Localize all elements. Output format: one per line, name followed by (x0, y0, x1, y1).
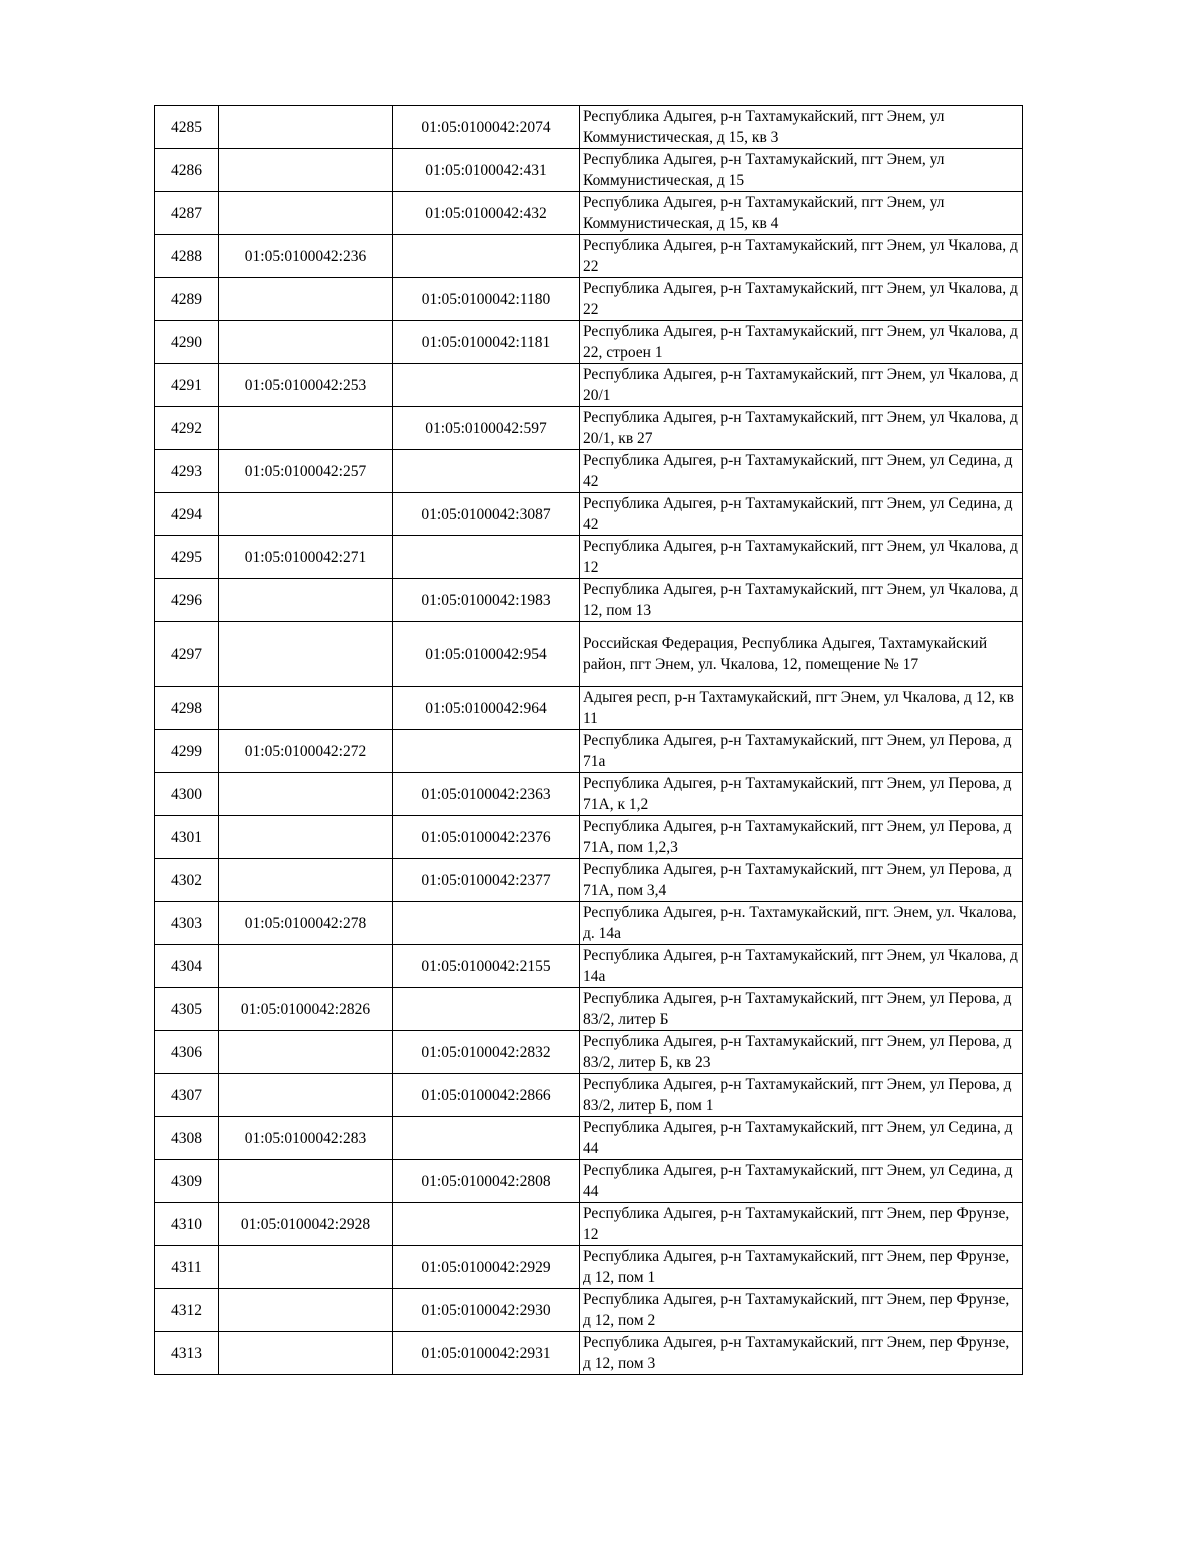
child-cadastral-number-cell: 01:05:0100042:2931 (393, 1332, 580, 1375)
parent-cadastral-number-cell (219, 321, 393, 364)
parent-cadastral-number-cell: 01:05:0100042:272 (219, 730, 393, 773)
parent-cadastral-number-cell (219, 859, 393, 902)
table-row (155, 1203, 1023, 1246)
address-cell: Республика Адыгея, р-н Тахтамукайский, пгт Энем, ул Чкалова, д 12, пом 13 (580, 579, 1023, 622)
child-cadastral-number-cell: 01:05:0100042:597 (393, 407, 580, 450)
row-number-cell: 4285 (155, 106, 219, 149)
table-row (155, 278, 1023, 321)
cadastral-table (154, 105, 1023, 1375)
parent-cadastral-number-cell (219, 816, 393, 859)
child-cadastral-number-cell: 01:05:0100042:1180 (393, 278, 580, 321)
parent-cadastral-number-cell (219, 278, 393, 321)
address-cell: Республика Адыгея, р-н Тахтамукайский, пгт Энем, ул Коммунистическая, д 15, кв 3 (580, 106, 1023, 149)
address-cell: Российская Федерация, Республика Адыгея, Тахтамукайский район, пгт Энем, ул. Чкалова, 12, помещение № 17 (580, 622, 1023, 687)
table-row (155, 106, 1023, 149)
address-cell: Республика Адыгея, р-н Тахтамукайский, пгт Энем, ул Чкалова, д 20/1 (580, 364, 1023, 407)
table-row (155, 988, 1023, 1031)
address-cell: Республика Адыгея, р-н Тахтамукайский, пгт Энем, пер Фрунзе, д 12, пом 1 (580, 1246, 1023, 1289)
child-cadastral-number-cell: 01:05:0100042:2930 (393, 1289, 580, 1332)
parent-cadastral-number-cell (219, 1332, 393, 1375)
row-number-cell: 4300 (155, 773, 219, 816)
parent-cadastral-number-cell: 01:05:0100042:257 (219, 450, 393, 493)
row-number-cell: 4294 (155, 493, 219, 536)
child-cadastral-number-cell: 01:05:0100042:2363 (393, 773, 580, 816)
address-cell: Республика Адыгея, р-н Тахтамукайский, пгт Энем, ул Чкалова, д 14а (580, 945, 1023, 988)
table-row (155, 536, 1023, 579)
child-cadastral-number-cell: 01:05:0100042:2929 (393, 1246, 580, 1289)
child-cadastral-number-cell: 01:05:0100042:954 (393, 622, 580, 687)
table-row (155, 622, 1023, 687)
parent-cadastral-number-cell: 01:05:0100042:2928 (219, 1203, 393, 1246)
parent-cadastral-number-cell: 01:05:0100042:2826 (219, 988, 393, 1031)
child-cadastral-number-cell (393, 364, 580, 407)
table-row (155, 902, 1023, 945)
row-number-cell: 4304 (155, 945, 219, 988)
table-row (155, 816, 1023, 859)
parent-cadastral-number-cell (219, 149, 393, 192)
child-cadastral-number-cell: 01:05:0100042:2808 (393, 1160, 580, 1203)
parent-cadastral-number-cell: 01:05:0100042:283 (219, 1117, 393, 1160)
address-cell: Республика Адыгея, р-н Тахтамукайский, пгт Энем, пер Фрунзе, д 12, пом 3 (580, 1332, 1023, 1375)
address-cell: Республика Адыгея, р-н Тахтамукайский, пгт Энем, ул Седина, д 42 (580, 450, 1023, 493)
address-cell: Республика Адыгея, р-н Тахтамукайский, пгт Энем, ул Чкалова, д 22 (580, 235, 1023, 278)
table-row (155, 1289, 1023, 1332)
child-cadastral-number-cell (393, 1203, 580, 1246)
table-row (155, 1117, 1023, 1160)
child-cadastral-number-cell: 01:05:0100042:2832 (393, 1031, 580, 1074)
table-row (155, 493, 1023, 536)
row-number-cell: 4303 (155, 902, 219, 945)
table-row (155, 321, 1023, 364)
row-number-cell: 4307 (155, 1074, 219, 1117)
parent-cadastral-number-cell (219, 579, 393, 622)
child-cadastral-number-cell (393, 730, 580, 773)
parent-cadastral-number-cell (219, 407, 393, 450)
table-row (155, 364, 1023, 407)
parent-cadastral-number-cell (219, 945, 393, 988)
child-cadastral-number-cell: 01:05:0100042:2866 (393, 1074, 580, 1117)
child-cadastral-number-cell (393, 1117, 580, 1160)
address-cell: Республика Адыгея, р-н Тахтамукайский, пгт Энем, ул Перова, д 71А, пом 1,2,3 (580, 816, 1023, 859)
child-cadastral-number-cell: 01:05:0100042:431 (393, 149, 580, 192)
table-row (155, 1031, 1023, 1074)
row-number-cell: 4290 (155, 321, 219, 364)
parent-cadastral-number-cell (219, 687, 393, 730)
address-cell: Республика Адыгея, р-н Тахтамукайский, пгт Энем, ул Перова, д 83/2, литер Б, пом 1 (580, 1074, 1023, 1117)
table-row (155, 192, 1023, 235)
row-number-cell: 4293 (155, 450, 219, 493)
table-row (155, 859, 1023, 902)
row-number-cell: 4289 (155, 278, 219, 321)
child-cadastral-number-cell (393, 988, 580, 1031)
child-cadastral-number-cell: 01:05:0100042:2155 (393, 945, 580, 988)
address-cell: Республика Адыгея, р-н Тахтамукайский, пгт Энем, ул Чкалова, д 20/1, кв 27 (580, 407, 1023, 450)
row-number-cell: 4299 (155, 730, 219, 773)
row-number-cell: 4302 (155, 859, 219, 902)
row-number-cell: 4301 (155, 816, 219, 859)
row-number-cell: 4287 (155, 192, 219, 235)
parent-cadastral-number-cell (219, 1289, 393, 1332)
address-cell: Республика Адыгея, р-н Тахтамукайский, пгт Энем, пер Фрунзе, д 12, пом 2 (580, 1289, 1023, 1332)
parent-cadastral-number-cell (219, 1246, 393, 1289)
row-number-cell: 4306 (155, 1031, 219, 1074)
address-cell: Республика Адыгея, р-н Тахтамукайский, пгт Энем, ул Коммунистическая, д 15 (580, 149, 1023, 192)
row-number-cell: 4298 (155, 687, 219, 730)
row-number-cell: 4305 (155, 988, 219, 1031)
parent-cadastral-number-cell (219, 1160, 393, 1203)
child-cadastral-number-cell (393, 450, 580, 493)
address-cell: Республика Адыгея, р-н Тахтамукайский, пгт Энем, ул Перова, д 83/2, литер Б (580, 988, 1023, 1031)
table-row (155, 687, 1023, 730)
row-number-cell: 4291 (155, 364, 219, 407)
parent-cadastral-number-cell (219, 106, 393, 149)
child-cadastral-number-cell (393, 235, 580, 278)
row-number-cell: 4310 (155, 1203, 219, 1246)
address-cell: Республика Адыгея, р-н Тахтамукайский, пгт Энем, ул Перова, д 71А, к 1,2 (580, 773, 1023, 816)
address-cell: Республика Адыгея, р-н Тахтамукайский, пгт Энем, ул Чкалова, д 22, строен 1 (580, 321, 1023, 364)
child-cadastral-number-cell (393, 902, 580, 945)
address-cell: Республика Адыгея, р-н. Тахтамукайский, пгт. Энем, ул. Чкалова, д. 14а (580, 902, 1023, 945)
address-cell: Республика Адыгея, р-н Тахтамукайский, пгт Энем, ул Перова, д 71а (580, 730, 1023, 773)
child-cadastral-number-cell (393, 536, 580, 579)
address-cell: Республика Адыгея, р-н Тахтамукайский, пгт Энем, ул Чкалова, д 12 (580, 536, 1023, 579)
child-cadastral-number-cell: 01:05:0100042:3087 (393, 493, 580, 536)
parent-cadastral-number-cell (219, 622, 393, 687)
parent-cadastral-number-cell (219, 192, 393, 235)
address-cell: Республика Адыгея, р-н Тахтамукайский, пгт Энем, ул Седина, д 44 (580, 1160, 1023, 1203)
table-row (155, 1332, 1023, 1375)
table-row (155, 450, 1023, 493)
row-number-cell: 4295 (155, 536, 219, 579)
table-row (155, 579, 1023, 622)
table-row (155, 1246, 1023, 1289)
parent-cadastral-number-cell (219, 493, 393, 536)
parent-cadastral-number-cell: 01:05:0100042:278 (219, 902, 393, 945)
child-cadastral-number-cell: 01:05:0100042:2074 (393, 106, 580, 149)
table-row (155, 149, 1023, 192)
parent-cadastral-number-cell: 01:05:0100042:253 (219, 364, 393, 407)
table-row (155, 730, 1023, 773)
child-cadastral-number-cell: 01:05:0100042:1983 (393, 579, 580, 622)
row-number-cell: 4308 (155, 1117, 219, 1160)
address-cell: Республика Адыгея, р-н Тахтамукайский, пгт Энем, ул Седина, д 42 (580, 493, 1023, 536)
row-number-cell: 4309 (155, 1160, 219, 1203)
table-row (155, 1074, 1023, 1117)
row-number-cell: 4296 (155, 579, 219, 622)
table-body (155, 106, 1023, 1375)
address-cell: Республика Адыгея, р-н Тахтамукайский, пгт Энем, ул Седина, д 44 (580, 1117, 1023, 1160)
address-cell: Республика Адыгея, р-н Тахтамукайский, пгт Энем, пер Фрунзе, 12 (580, 1203, 1023, 1246)
child-cadastral-number-cell: 01:05:0100042:432 (393, 192, 580, 235)
parent-cadastral-number-cell: 01:05:0100042:271 (219, 536, 393, 579)
child-cadastral-number-cell: 01:05:0100042:1181 (393, 321, 580, 364)
row-number-cell: 4286 (155, 149, 219, 192)
row-number-cell: 4311 (155, 1246, 219, 1289)
parent-cadastral-number-cell (219, 773, 393, 816)
child-cadastral-number-cell: 01:05:0100042:2376 (393, 816, 580, 859)
address-cell: Республика Адыгея, р-н Тахтамукайский, пгт Энем, ул Чкалова, д 22 (580, 278, 1023, 321)
row-number-cell: 4312 (155, 1289, 219, 1332)
row-number-cell: 4313 (155, 1332, 219, 1375)
parent-cadastral-number-cell: 01:05:0100042:236 (219, 235, 393, 278)
table-row (155, 1160, 1023, 1203)
row-number-cell: 4288 (155, 235, 219, 278)
parent-cadastral-number-cell (219, 1031, 393, 1074)
table-row (155, 407, 1023, 450)
table-row (155, 235, 1023, 278)
child-cadastral-number-cell: 01:05:0100042:2377 (393, 859, 580, 902)
table-row (155, 773, 1023, 816)
row-number-cell: 4297 (155, 622, 219, 687)
address-cell: Республика Адыгея, р-н Тахтамукайский, пгт Энем, ул Перова, д 71А, пом 3,4 (580, 859, 1023, 902)
address-cell: Адыгея респ, р-н Тахтамукайский, пгт Энем, ул Чкалова, д 12, кв 11 (580, 687, 1023, 730)
address-cell: Республика Адыгея, р-н Тахтамукайский, пгт Энем, ул Коммунистическая, д 15, кв 4 (580, 192, 1023, 235)
child-cadastral-number-cell: 01:05:0100042:964 (393, 687, 580, 730)
address-cell: Республика Адыгея, р-н Тахтамукайский, пгт Энем, ул Перова, д 83/2, литер Б, кв 23 (580, 1031, 1023, 1074)
row-number-cell: 4292 (155, 407, 219, 450)
table-row (155, 945, 1023, 988)
parent-cadastral-number-cell (219, 1074, 393, 1117)
